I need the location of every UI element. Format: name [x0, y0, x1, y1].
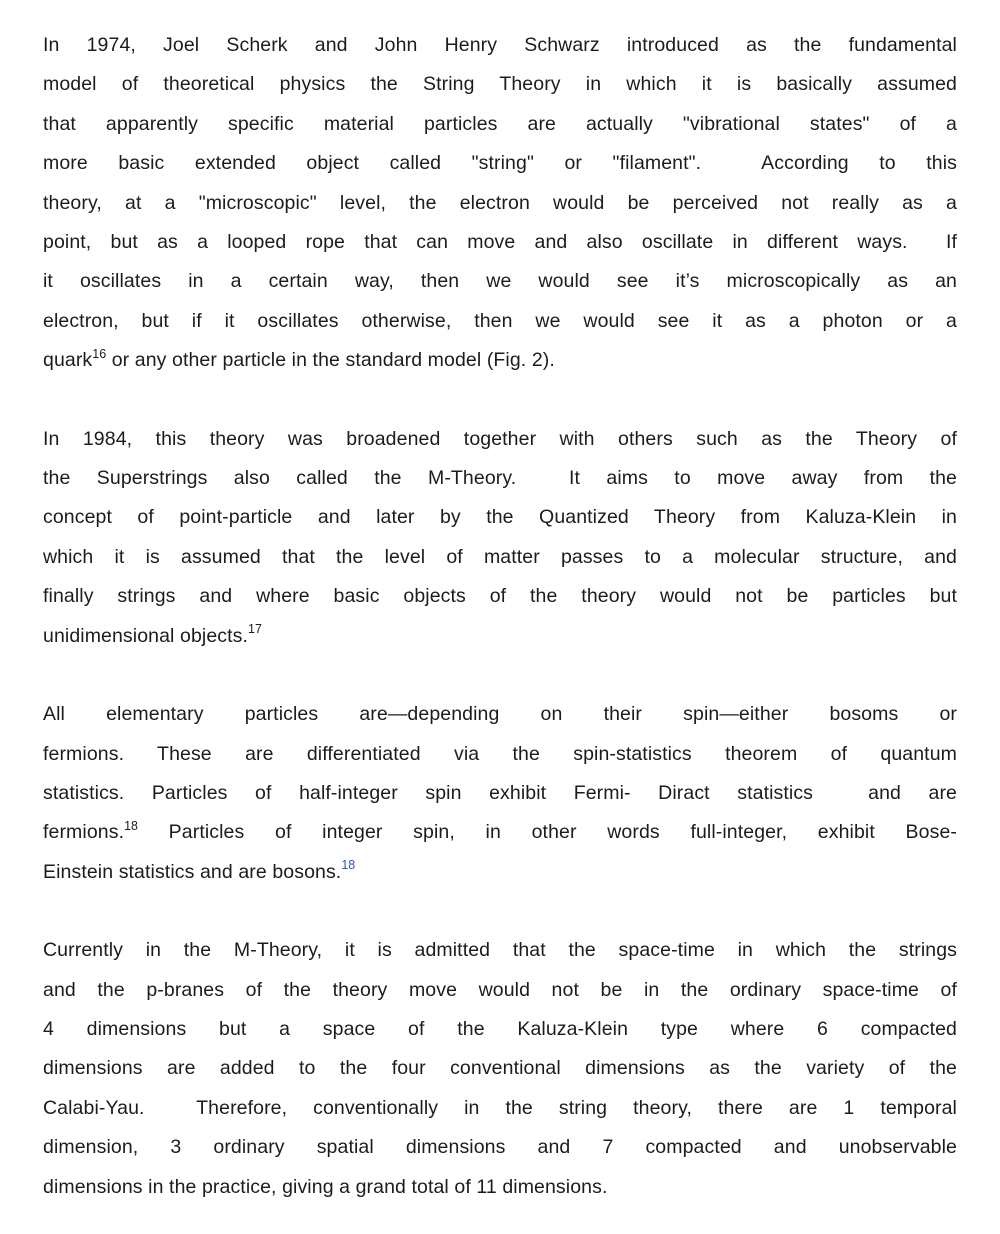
text-line — [43, 498, 957, 537]
text-line — [43, 1049, 957, 1088]
text-run: dimensions are added to the four conventional dimensions as the variety of the — [43, 1057, 957, 1080]
text-line — [43, 577, 957, 616]
text-run: In 1974, Joel Scherk and John Henry Schwarz introduced as the fundamental — [43, 34, 957, 56]
document-body — [43, 26, 957, 1207]
text-run: quark — [43, 349, 93, 372]
text-run: or any other particle in the standard model (Fig. 2). — [106, 349, 555, 372]
footnote-ref-link[interactable]: 18 — [341, 858, 356, 873]
text-run: fermions. — [43, 821, 125, 844]
text-line — [43, 302, 957, 341]
text-run: point, but as a looped rope that can move and also oscillate in different ways. If — [43, 231, 957, 254]
text-run: more basic extended object called "string" or "filament". According to this — [43, 152, 957, 175]
text-line — [43, 813, 957, 852]
text-line — [43, 617, 957, 656]
text-run: 4 dimensions but a space of the Kaluza-Klein type where 6 compacted — [43, 1017, 957, 1040]
text-run: In 1984, this theory was broadened together with others such as the Theory of — [43, 427, 957, 450]
text-line — [43, 420, 957, 459]
text-run: electron, but if it oscillates otherwise, then we would see it as a photon or a — [43, 309, 957, 332]
text-line — [43, 931, 957, 970]
text-line — [43, 774, 957, 813]
text-line — [43, 223, 957, 262]
text-run: finally strings and where basic objects of the theory would not be particles but — [43, 585, 957, 608]
text-run: concept of point-particle and later by the Quantized Theory from Kaluza-Klein in — [43, 506, 957, 529]
text-run: Calabi-Yau. Therefore, conventionally in the string theory, there are 1 temporal — [43, 1096, 957, 1119]
paragraph-3 — [43, 695, 957, 892]
text-line — [43, 735, 957, 774]
text-line — [43, 341, 957, 380]
text-run: which it is assumed that the level of matter passes to a molecular structure, and — [43, 545, 957, 568]
text-run: All elementary particles are—depending on their spin—either bosoms or — [43, 703, 957, 726]
text-line — [43, 1089, 957, 1128]
text-line — [43, 853, 957, 892]
text-run: it oscillates in a certain way, then we would see it’s microscopically as an — [43, 270, 957, 293]
text-line — [43, 184, 957, 223]
text-line — [43, 1128, 957, 1167]
text-run: dimensions in the practice, giving a grand total of 11 dimensions. — [43, 1175, 608, 1198]
paragraph-2 — [43, 420, 957, 656]
text-line — [43, 459, 957, 498]
text-run: the Superstrings also called the M-Theory. It aims to move away from the — [43, 467, 957, 490]
text-line — [43, 65, 957, 104]
footnote-ref: 16 — [92, 346, 107, 361]
text-line — [43, 262, 957, 301]
text-line — [43, 538, 957, 577]
text-run: that apparently specific material particles are actually "vibrational states" of a — [43, 112, 957, 135]
text-run: theory, at a "microscopic" level, the electron would be perceived not really as a — [43, 191, 957, 214]
text-run: and the p-branes of the theory move would not be in the ordinary space-time of — [43, 978, 957, 1001]
text-run: Particles of integer spin, in other words full-integer, exhibit Bose- — [138, 821, 957, 844]
text-line — [43, 971, 957, 1010]
text-line — [43, 26, 957, 65]
text-run: Einstein statistics and are bosons. — [43, 860, 342, 883]
text-run: model of theoretical physics the String Theory in which it is basically assumed — [43, 73, 957, 96]
text-run: unidimensional objects. — [43, 624, 249, 647]
text-line — [43, 1168, 957, 1207]
paragraph-1 — [43, 26, 957, 381]
paragraph-4 — [43, 931, 957, 1207]
footnote-ref: 17 — [248, 622, 262, 637]
text-line — [43, 105, 957, 144]
text-run: statistics. Particles of half-integer spin exhibit Fermi- Diract statistics and are — [43, 781, 957, 804]
text-run: fermions. These are differentiated via the spin-statistics theorem of quantum — [43, 742, 957, 765]
text-run: Currently in the M-Theory, it is admitted that the space-time in which the strings — [43, 939, 957, 962]
text-line — [43, 144, 957, 183]
text-line — [43, 695, 957, 734]
footnote-ref: 18 — [124, 818, 138, 833]
text-run: dimension, 3 ordinary spatial dimensions and 7 compacted and unobservable — [43, 1136, 957, 1159]
text-line — [43, 1010, 957, 1049]
